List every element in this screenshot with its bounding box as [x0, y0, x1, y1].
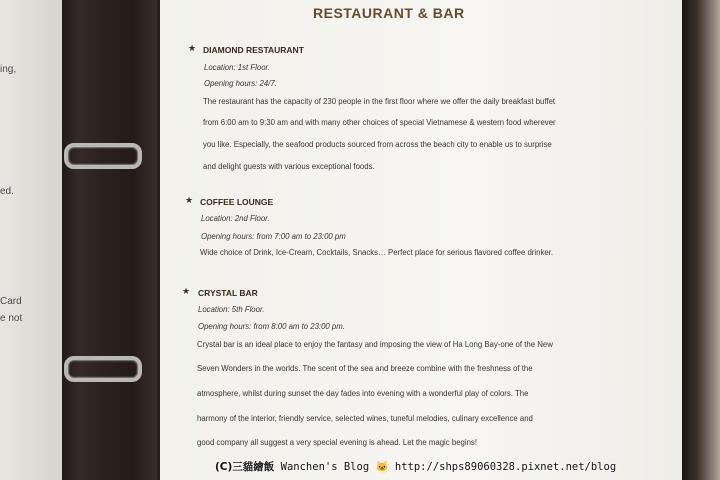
watermark-blog: Wanchen's Blog	[280, 461, 370, 473]
photo-watermark	[215, 459, 616, 474]
section-text-line: you like. Especially, the seafood products sourced from across the beach city to enable us to surprise	[203, 140, 552, 149]
section-hours: Opening hours: from 8:00 am to 23:00 pm.	[198, 322, 345, 331]
binder-ring-bottom	[64, 356, 142, 382]
section-text-line: Seven Wonders in the worlds. The scent of the sea and breeze combine with the freshness of the	[197, 364, 533, 373]
section-location: Location: 2nd Floor.	[201, 214, 270, 223]
section-text-line: and delight guests with various exceptional foods.	[203, 162, 375, 171]
section-hours: Opening hours: from 7:00 am to 23:00 pm	[201, 232, 346, 241]
section-text-line: harmony of the interior, friendly service, selected wines, tuneful melodies, culinary excellence and	[197, 414, 533, 423]
section-text-line: from 6:00 am to 9:30 am and with many other choices of special Vietnamese & western food wherever	[203, 118, 556, 127]
section-title: COFFEE LOUNGE	[200, 197, 274, 207]
section-location: Location: 5th Floor.	[198, 305, 265, 314]
star-icon: ★	[182, 287, 191, 297]
section-title: CRYSTAL BAR	[198, 288, 258, 298]
right-cover-edge	[682, 0, 720, 480]
section-title: DIAMOND RESTAURANT	[203, 45, 304, 55]
section-hours: Opening hours: 24/7.	[204, 79, 277, 88]
section-location: Location: 1st Floor.	[204, 63, 271, 72]
spine-shadow	[62, 0, 80, 480]
cat-icon: 🐱	[375, 461, 389, 473]
left-page-fragment: ing,	[0, 64, 17, 75]
section-text-line: good company all suggest a very special evening is ahead. Let the magic begins!	[197, 438, 477, 447]
star-icon: ★	[185, 196, 194, 206]
section-text-line: atmosphere, whilst during sunset the day fades into evening with a wonderful play of colors. The	[197, 389, 529, 398]
left-page-fragment: Card	[0, 296, 22, 307]
page-title: RESTAURANT & BAR	[313, 5, 465, 21]
binder-ring-top	[64, 143, 142, 169]
star-icon: ★	[188, 44, 197, 54]
watermark-prefix: (C)三貓繪飯	[215, 461, 275, 473]
left-page-fragment: ed.	[0, 186, 14, 197]
left-page-fragment: e not	[0, 313, 23, 324]
watermark-url: http://shps89060328.pixnet.net/blog	[394, 461, 617, 473]
section-text-line: Wide choice of Drink, Ice-Cream, Cocktails, Snacks… Perfect place for serious flavored coffee drinker.	[200, 248, 554, 257]
left-page	[0, 0, 62, 480]
section-text-line: Crystal bar is an ideal place to enjoy the fantasy and imposing the view of Ha Long Bay-one of the New	[197, 340, 553, 349]
section-text-line: The restaurant has the capacity of 230 people in the first floor where we offer the daily breakfast buffet	[203, 97, 556, 106]
